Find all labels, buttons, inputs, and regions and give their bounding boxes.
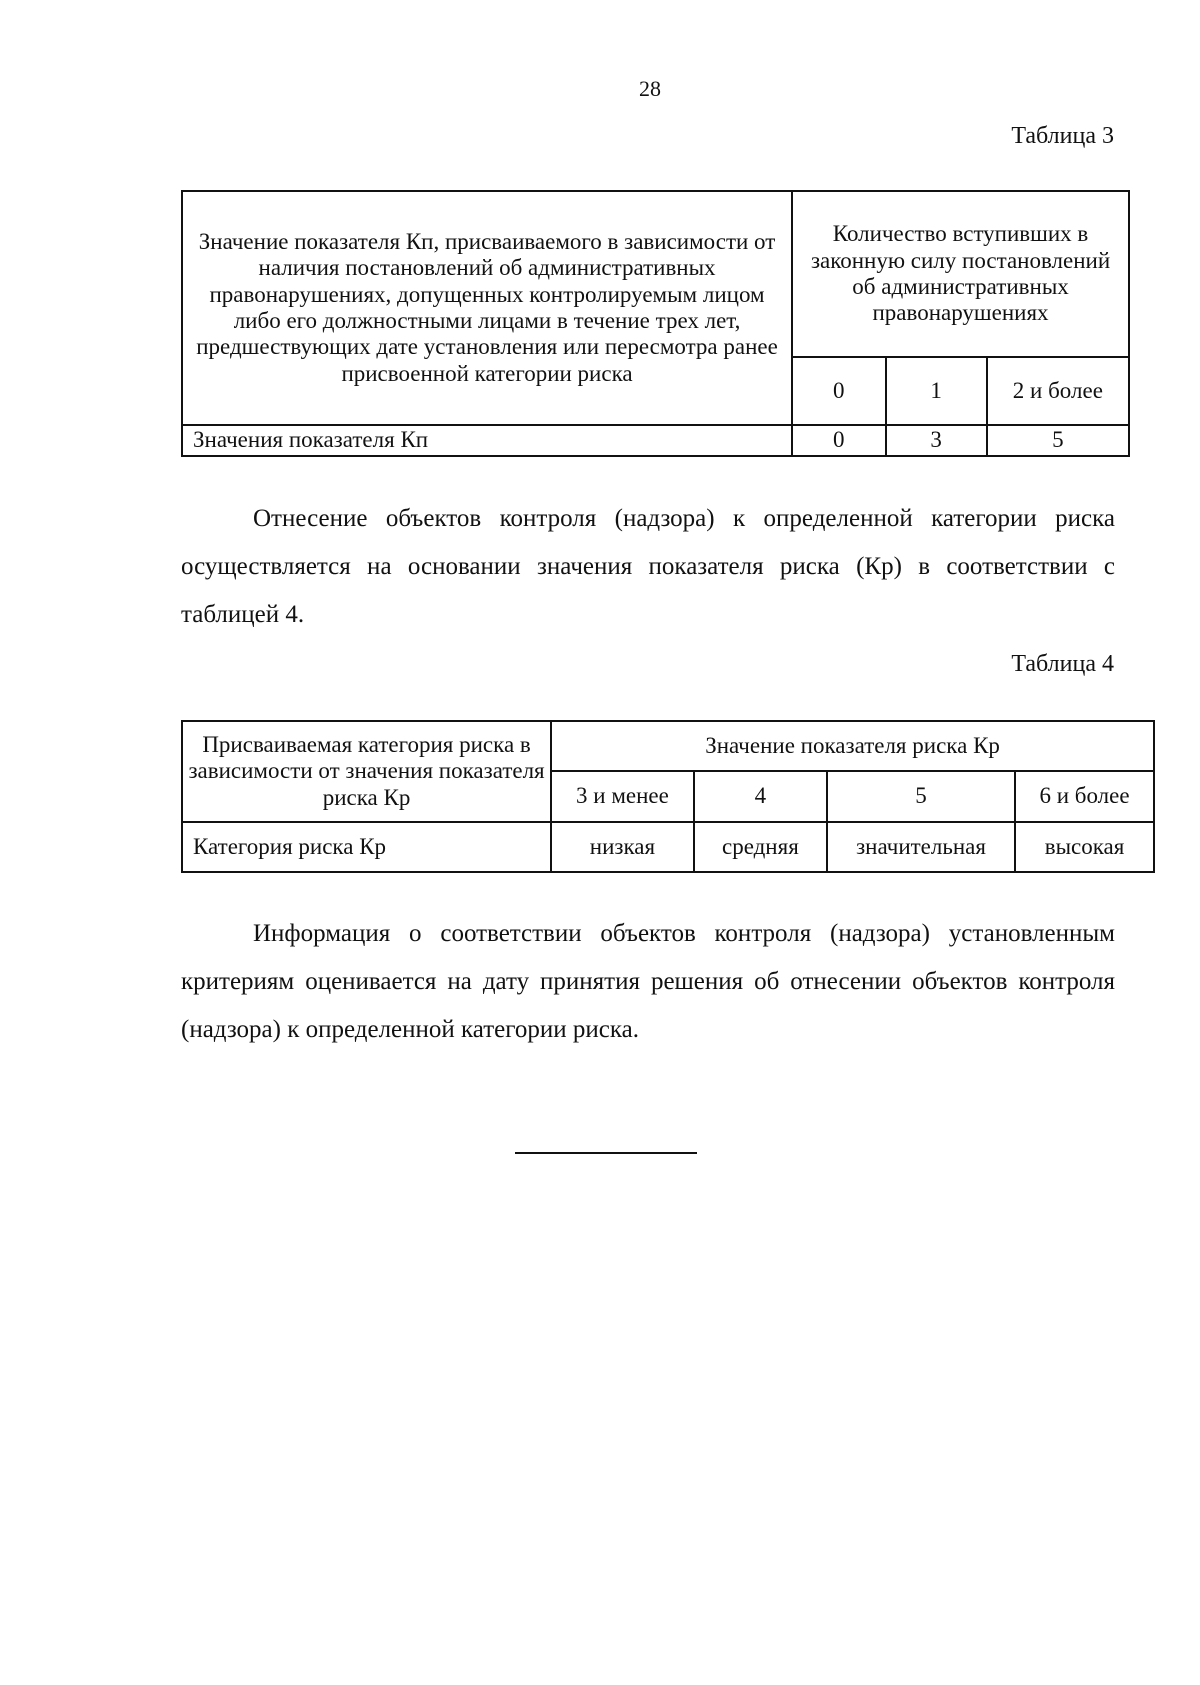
table-3-row-value: 0 bbox=[792, 425, 885, 456]
table-4-header-value: Значение показателя риска Кр bbox=[551, 721, 1154, 771]
table-4-row-value: низкая bbox=[551, 822, 694, 872]
table-4-row-label: Категория риска Кр bbox=[182, 822, 551, 872]
table-4-value-column: 3 и менее bbox=[551, 771, 694, 822]
table-4-value-column: 4 bbox=[694, 771, 827, 822]
end-of-document-rule bbox=[515, 1152, 697, 1154]
page-number: 28 bbox=[639, 76, 661, 101]
table-4-row-value: средняя bbox=[694, 822, 827, 872]
table-4-caption: Таблица 4 bbox=[1011, 651, 1114, 677]
table-3-count-column: 1 bbox=[886, 357, 987, 425]
table-3-row-label: Значения показателя Кп bbox=[182, 425, 792, 456]
body-paragraph: Информация о соответствии объектов контроля (надзора) установленным критериям оценивается на дату принятия решения об отнесении объектов контроля (надзора) к определенной категории риска. bbox=[181, 920, 1115, 1043]
table-4-value-column: 6 и более bbox=[1015, 771, 1154, 822]
table-3-count-column: 2 и более bbox=[987, 357, 1129, 425]
table-4-value-column: 5 bbox=[827, 771, 1015, 822]
table-4-row-value: значительная bbox=[827, 822, 1015, 872]
table-3-header-description: Значение показателя Кп, присваиваемого в зависимости от наличия постановлений об административных правонарушениях, допущенных контролируемым лицом либо его должностными лицами в течение трех лет, предшествующих дате установления или пересмотра ранее присвоенной категории риска bbox=[182, 191, 792, 425]
table-3-row-value: 5 bbox=[987, 425, 1129, 456]
body-paragraph: Отнесение объектов контроля (надзора) к определенной категории риска осуществляется на основании значения показателя риска (Кр) в соответствии с таблицей 4. bbox=[181, 505, 1115, 628]
table-4-row-value: высокая bbox=[1015, 822, 1154, 872]
table-3-count-column: 0 bbox=[792, 357, 885, 425]
table-3-row-value: 3 bbox=[886, 425, 987, 456]
table-4-header-description: Присваиваемая категория риска в зависимости от значения показателя риска Кр bbox=[182, 721, 551, 822]
table-4 bbox=[181, 720, 1155, 873]
table-3-caption: Таблица 3 bbox=[1011, 123, 1114, 149]
table-3-header-count: Количество вступивших в законную силу постановлений об административных правонарушениях bbox=[792, 191, 1129, 357]
table-3 bbox=[181, 190, 1130, 457]
